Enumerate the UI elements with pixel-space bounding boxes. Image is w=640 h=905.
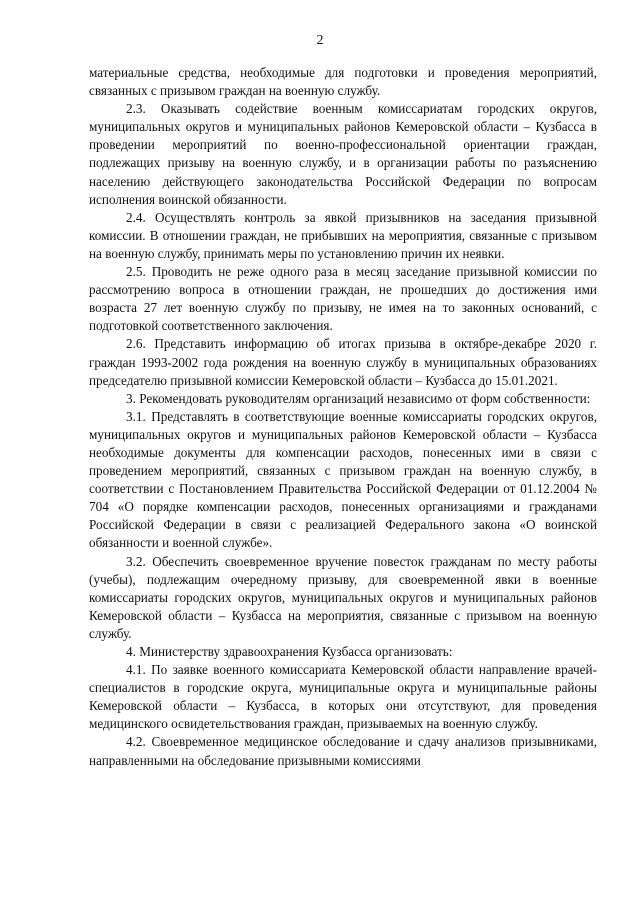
page-number: 2: [316, 33, 324, 48]
paragraph-3: 3. Рекомендовать руководителям организаций независимо от форм собственности:: [126, 390, 591, 406]
paragraph-4-1: 4.1. По заявке военного комиссариата Кемеровской области направление врачей-специалистов в городские округа, муниципальные округа и муниципальные районы Кемеровской области – Кузбасса, в которых они отсутствуют, для проведения медицинского освидетельствования граждан, призываемых на военную службу.: [89, 662, 597, 732]
paragraph-2-5: 2.5. Проводить не реже одного раза в месяц заседание призывной комиссии по рассмотрению вопроса в отношении граждан, не прошедших до достижения ими возраста 27 лет военную службу по призыву, не имея на то законных оснований, с подготовкой соответственного заключения.: [89, 264, 597, 334]
paragraph-4: 4. Министерству здравоохранения Кузбасса организовать:: [126, 644, 453, 659]
paragraph-3-1: 3.1. Представлять в соответствующие военные комиссариаты городских округов, муниципальных округов и муниципальных районов Кемеровской области – Кузбасса необходимые документы для компенсации расходов, понесенных ими в связи с проведением мероприятий, связанных с призывом граждан на военную службу, в соответствии с Постановлением Правительства Российской Федерации от 01.12.2004 № 704 «О порядке компенсации расходов, понесенных организациями и гражданами Российской Федерации в связи с реализацией Федерального закона «О воинской обязанности и военной службе».: [89, 408, 597, 551]
paragraph-2-6: 2.6. Представить информацию об итогах призыва в октябре-декабре 2020 г. граждан 1993-2002 года рождения на военную службу в муниципальных образованиях председателю призывной комиссии Кемеровской области – Кузбасса до 15.01.2021.: [89, 336, 597, 388]
paragraph-3-2: 3.2. Обеспечить своевременное вручение повесток гражданам по месту работы (учебы), подлежащим очередному призыву, для своевременной явки в военные комиссариаты городских округов, муниципальных округов и муниципальных районов Кемеровской области – Кузбасса на мероприятия, связанные с призывом на военную службу.: [89, 553, 597, 641]
paragraph-4-2: 4.2. Своевременное медицинское обследование и сдачу анализов призывниками, направленными на обследование призывными комиссиями: [89, 734, 597, 768]
paragraph-continuation: материальные средства, необходимые для подготовки и проведения мероприятий, связанных с призывом граждан на военную службу.: [89, 65, 597, 99]
paragraph-2-4: 2.4. Осуществлять контроль за явкой призывников на заседания призывной комиссии. В отношении граждан, не прибывших на мероприятия, связанные с призывом на военную службу, принимать меры по установлению причин их неявки.: [89, 209, 597, 261]
document-body: [89, 64, 597, 770]
paragraph-2-3: 2.3. Оказывать содействие военным комиссариатам городских округов, муниципальных округов и муниципальных районов Кемеровской области – Кузбасса в проведении мероприятий по военно-профессиональной ориентации граждан, подлежащих призыву на военную службу, и в организации работы по разъяснению населению действующего законодательства Российской Федерации по вопросам исполнения воинской обязанности.: [89, 101, 597, 207]
